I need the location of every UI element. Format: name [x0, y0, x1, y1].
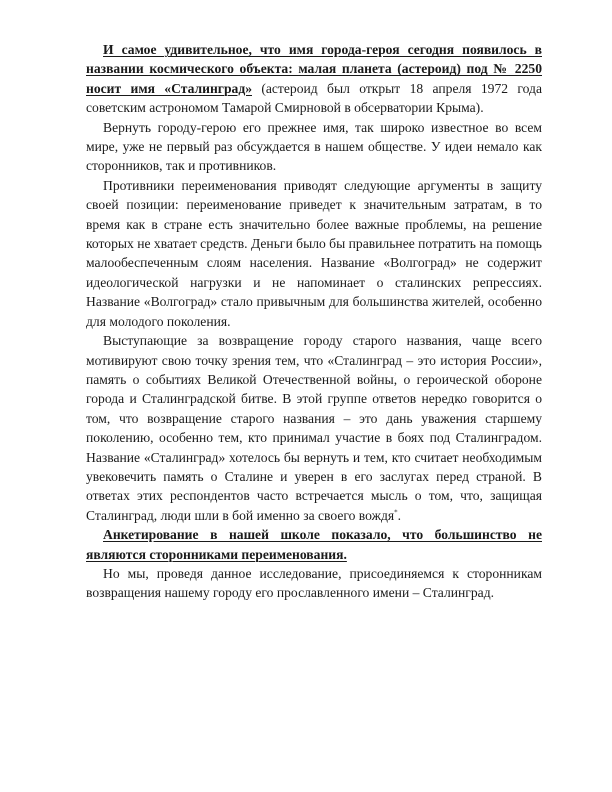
- paragraph-text: Выступающие за возвращение городу старого названия, чаще всего мотивируют свою точку зрения тем, что «Сталинград – это история России», память о событиях Великой Отечественной войны, о героической обороне города и Сталинградской битве. В этой группе ответов нередко говорится о том, что возвращение старого названия – это дань уважения старшему поколению, особенно тем, кто принимал участие в боях под Сталинградом. Название «Сталинград» хотелось бы вернуть и тем, кто считает необходимым увековечить память о Сталине и уверен в его заслугах перед страной. В ответах этих респондентов часто встречается мысль о том, что, защищая Сталинград, люди шли в бой именно за своего вождя: [86, 333, 542, 523]
- paragraph-text: (астероид был открыт 18 апреля 1972 года советским астрономом Тамарой Смирновой в обсерватории Крыма).: [86, 80, 542, 116]
- paragraph-conclusion: Но мы, проведя данное исследование, присоединяемся к сторонникам возвращения нашему городу его прославленного имени – Сталинград.: [86, 565, 542, 601]
- paragraph-opponents: Противники переименования приводят следующие аргументы в защиту своей позиции: переименование приведет к значительным затратам, в то время как в стране есть значительно более важные проблемы, на решение которых не хватает средств. Деньги было бы правильнее потратить на помощь малообеспеченным слоям населения. Название «Волгоград» не содержит идеологической нагрузки и не напоминает о сталинских репрессиях. Название «Волгоград» стало привычным для большинства жителей, особенно для молодого поколения.: [86, 177, 542, 329]
- paragraph-survey: Анкетирование в нашей школе показало, что большинство не являются сторонниками переименования.: [86, 527, 542, 562]
- paragraph-end: .: [397, 507, 402, 523]
- paragraph-debate: Вернуть городу-герою его прежнее имя, так широко известное во всем мире, уже не первый раз обсуждается в нашем обществе. У идеи немало как сторонников, так и противников.: [86, 119, 542, 174]
- paragraph-supporters: [86, 331, 542, 525]
- document-body: [86, 40, 542, 603]
- highlighted-sentence: И самое удивительное, что имя города-героя сегодня появилось в названии космического объекта: малая планета (астероид) под № 2250 носит имя «Сталинград»: [86, 42, 542, 96]
- footnote-mark: *: [394, 508, 398, 517]
- paragraph-asteroid: [86, 40, 542, 118]
